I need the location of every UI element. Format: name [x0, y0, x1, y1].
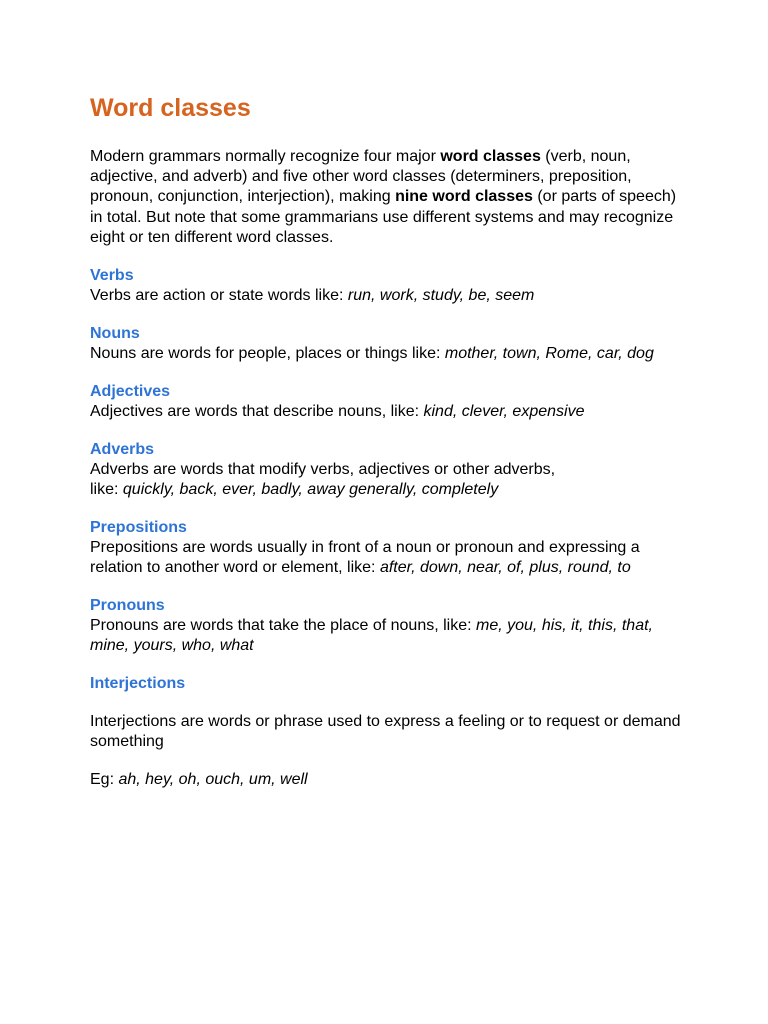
definition-text: Verbs are action or state words like:	[90, 287, 348, 305]
section-heading: Interjections	[90, 675, 186, 693]
eg-label: Eg:	[90, 771, 119, 789]
intro-bold-term: nine word classes	[395, 188, 533, 206]
intro-text: (verb, noun, adjective, and adverb) and five other word classes (determiners, preposition, pronoun, conjunction, interjection), making	[90, 148, 632, 206]
definition-text: like:	[90, 481, 123, 499]
definition-text: Prepositions are words usually in front of a noun or pronoun and expressing a relation to another word or element, like:	[90, 539, 640, 577]
section-text	[90, 402, 690, 422]
section-heading: Prepositions	[90, 519, 187, 537]
definition-text: Pronouns are words that take the place of nouns, like:	[90, 617, 477, 635]
definition-text: Adverbs are words that modify verbs, adjectives or other adverbs,	[90, 461, 556, 479]
page-title: Word classes	[90, 94, 251, 122]
section-adverbs	[90, 440, 690, 500]
example-line	[90, 770, 690, 790]
intro-paragraph	[90, 147, 690, 248]
section-text	[90, 460, 690, 500]
section-heading: Pronouns	[90, 597, 165, 615]
example-words: mother, town, Rome, car, dog	[444, 345, 654, 363]
example-words: ah, hey, oh, ouch, um, well	[118, 771, 308, 789]
section-heading: Nouns	[90, 325, 140, 343]
section-heading: Adverbs	[90, 441, 155, 459]
section-text: Interjections are words or phrase used to express a feeling or to request or demand something	[90, 713, 681, 751]
section-heading: Verbs	[90, 267, 134, 285]
document-page	[90, 92, 690, 808]
section-adjectives	[90, 382, 690, 422]
example-words: after, down, near, of, plus, round, to	[379, 559, 631, 577]
section-text	[90, 616, 690, 656]
section-text	[90, 344, 690, 364]
example-words: quickly, back, ever, badly, away generally, completely	[122, 481, 499, 499]
intro-text: Modern grammars normally recognize four major	[90, 148, 441, 165]
definition-text: Nouns are words for people, places or things like:	[90, 345, 445, 363]
section-pronouns	[90, 596, 690, 656]
example-words: me, you, his, it, this, that, mine, yours, who, what	[90, 617, 653, 655]
intro-bold-term: word classes	[440, 148, 541, 165]
example-words: run, work, study, be, seem	[347, 287, 535, 305]
section-text	[90, 538, 690, 578]
section-prepositions	[90, 518, 690, 578]
section-text	[90, 286, 690, 306]
definition-text: Adjectives are words that describe nouns, like:	[90, 403, 424, 421]
section-nouns	[90, 324, 690, 364]
example-words: kind, clever, expensive	[423, 403, 585, 421]
section-verbs	[90, 266, 690, 306]
section-heading: Adjectives	[90, 383, 171, 401]
section-interjections	[90, 674, 690, 790]
intro-text: (or parts of speech) in total. But note that some grammarians use different systems and may recognize eight or ten different word classes.	[90, 188, 677, 246]
